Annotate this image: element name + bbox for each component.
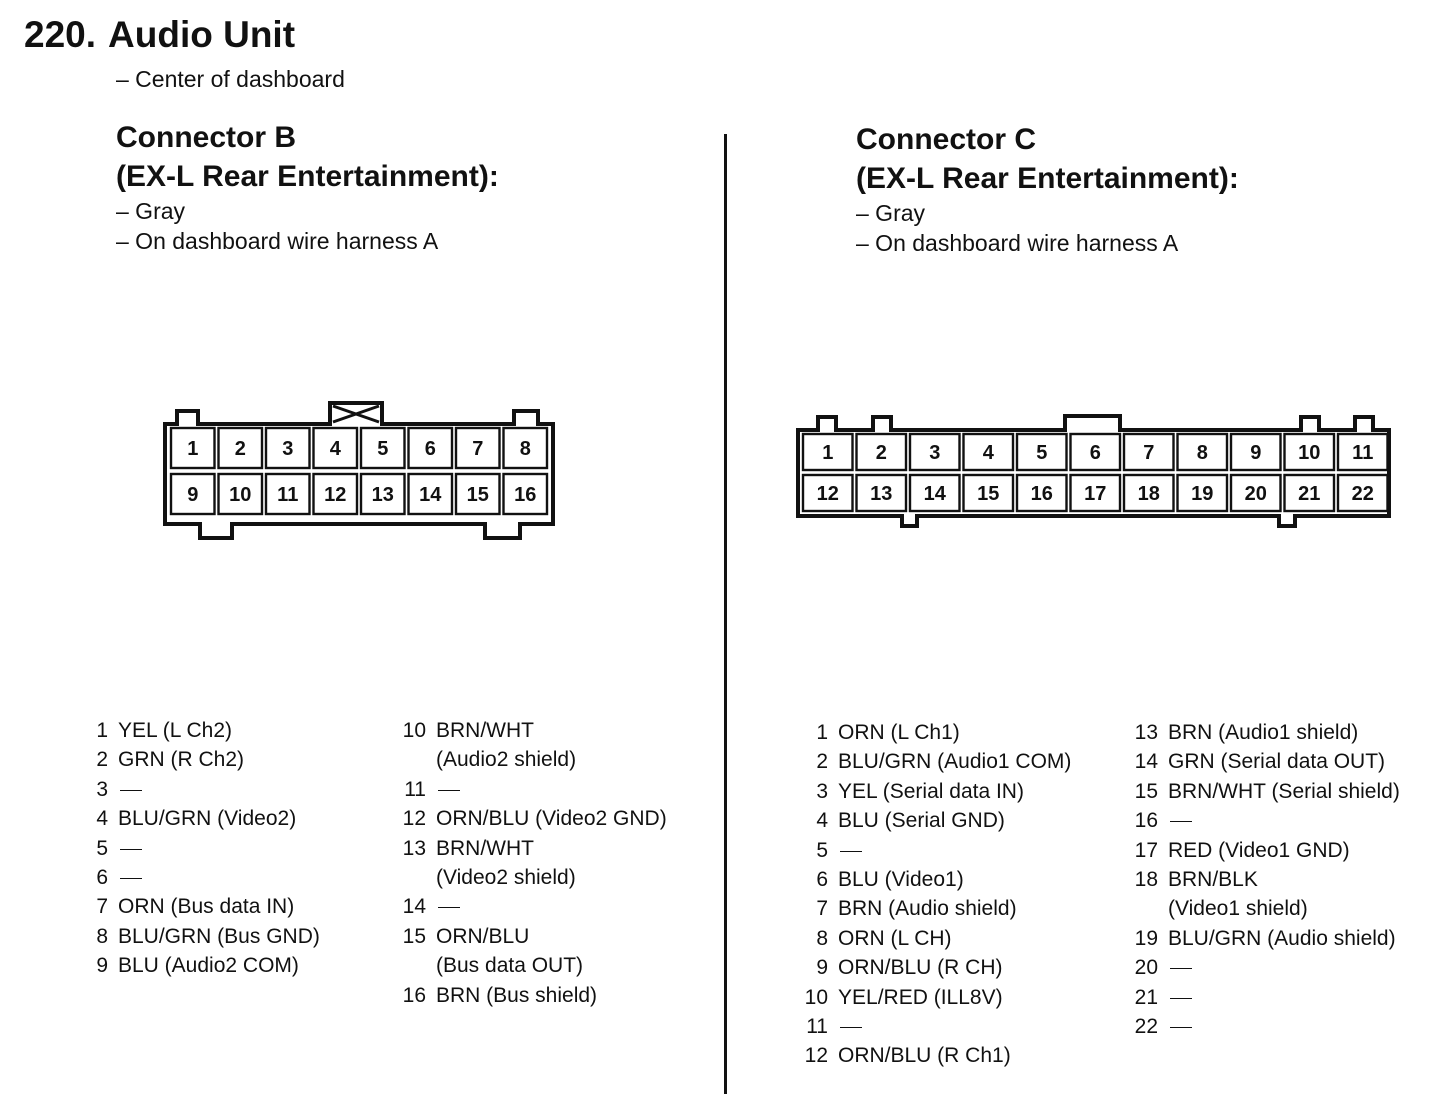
pin-number: 9 (816, 956, 828, 980)
pin-number: 5 (816, 838, 828, 862)
pin-number-label: 11 (1352, 442, 1374, 464)
pin-description (118, 804, 296, 833)
pin-description (1168, 924, 1396, 953)
pin-wire: BLU/GRN (Bus GND) (118, 924, 320, 948)
unused-pin-dash (120, 849, 142, 850)
pin-number-label: 9 (1250, 442, 1262, 464)
pin-list-item (84, 804, 320, 833)
pin-list-item (804, 718, 1071, 747)
pin-number-label: 1 (187, 438, 199, 460)
pin-list-item (84, 892, 320, 921)
pin-number-label: 2 (234, 438, 246, 460)
pin-function: (Video2 shield) (436, 866, 576, 890)
pin-wire: ORN (Bus data IN) (118, 895, 295, 919)
pin-list-item (804, 924, 1071, 953)
unused-pin-dash (1170, 998, 1192, 999)
pin-function: (Audio2 shield) (436, 748, 577, 772)
pin-description (838, 1041, 1011, 1070)
pin-description (118, 834, 142, 863)
pin-wire: GRN (R Ch2) (118, 748, 245, 772)
pin-description (436, 892, 460, 921)
unused-pin-dash (120, 790, 142, 791)
pin-description (838, 777, 1024, 806)
pin-number-label: 17 (1084, 483, 1107, 505)
pin-description (436, 834, 576, 893)
unused-pin-dash (438, 907, 460, 908)
pin-wire: BRN (Audio shield) (838, 897, 1017, 921)
pin-list-item (84, 951, 320, 980)
pin-number: 21 (1134, 985, 1158, 1009)
pin-number: 2 (96, 748, 108, 772)
pin-number-label: 6 (1089, 442, 1101, 464)
pin-number: 17 (1134, 838, 1158, 862)
connector-c-color: – Gray (856, 200, 926, 226)
pin-number: 16 (402, 983, 426, 1007)
connector-c-diagram (795, 412, 1395, 532)
pin-number: 2 (816, 750, 828, 774)
pin-wire: ORN/BLU (436, 924, 530, 948)
pin-number-label: 11 (277, 484, 299, 506)
pin-number-label: 15 (977, 483, 1000, 505)
pin-number: 8 (816, 926, 828, 950)
pin-function: (Bus data OUT) (436, 954, 584, 978)
pin-wire: ORN/BLU (R Ch1) (838, 1044, 1011, 1068)
pin-number-label: 20 (1244, 483, 1267, 505)
pin-description (1168, 953, 1192, 982)
connector-b-pinlist-right (402, 716, 667, 1010)
pin-number: 22 (1134, 1015, 1158, 1039)
pin-wire: BRN/WHT (436, 836, 534, 860)
pin-description (118, 863, 142, 892)
pin-wire: BRN (Audio1 shield) (1168, 721, 1359, 744)
pin-list-item (804, 806, 1071, 835)
pin-description (838, 806, 1005, 835)
pin-wire: BRN/BLK (1168, 868, 1258, 892)
pin-description (838, 924, 952, 953)
connector-b-harness: – On dashboard wire harness A (116, 228, 439, 254)
pin-number: 12 (402, 807, 426, 831)
pin-number: 6 (96, 866, 108, 890)
unused-pin-dash (1170, 968, 1192, 969)
pin-list-item (84, 922, 320, 951)
pin-number: 4 (96, 807, 108, 831)
pin-list-item (804, 836, 1071, 865)
pin-list-item (1134, 806, 1400, 835)
pin-list-item (402, 804, 667, 833)
pin-number: 15 (402, 924, 426, 948)
pin-number-label: 10 (229, 484, 252, 506)
pin-wire: RED (Video1 GND) (1168, 838, 1350, 862)
pin-number: 5 (96, 836, 108, 860)
pin-list-item (804, 747, 1071, 776)
pin-list-item (804, 1012, 1071, 1041)
pin-list-item (1134, 983, 1400, 1012)
pin-description (1168, 747, 1385, 776)
unused-pin-dash (1170, 1027, 1192, 1028)
connector-c-header (856, 120, 1239, 258)
pin-list-item (84, 775, 320, 804)
pin-description (838, 747, 1071, 776)
pin-number: 13 (402, 836, 426, 860)
pin-description (436, 716, 576, 775)
pin-number: 3 (816, 779, 828, 803)
pin-description (838, 1012, 862, 1041)
pin-number: 3 (96, 777, 108, 801)
pin-description (1168, 1012, 1192, 1041)
pin-description (838, 718, 960, 747)
pin-description (838, 894, 1017, 923)
pin-number-label: 21 (1298, 483, 1321, 505)
connector-b-color: – Gray (116, 198, 186, 224)
pin-number: 9 (96, 954, 108, 978)
pin-description (1168, 865, 1308, 924)
pin-description (1168, 777, 1400, 806)
connector-c-subtitle: (EX-L Rear Entertainment): (856, 162, 1239, 195)
pin-number-label: 12 (816, 483, 839, 505)
pin-list-item (402, 775, 667, 804)
pin-number: 20 (1134, 956, 1158, 980)
pin-number-label: 22 (1351, 483, 1374, 505)
pin-number-label: 13 (371, 484, 394, 506)
pin-number-label: 18 (1137, 483, 1160, 505)
pin-number-label: 3 (929, 442, 941, 464)
pin-number: 13 (1134, 721, 1158, 744)
pin-list-item (402, 922, 667, 981)
pin-number-label: 9 (187, 484, 199, 506)
pin-number: 10 (804, 985, 828, 1009)
pin-number: 14 (1134, 750, 1158, 774)
pin-list-item (84, 834, 320, 863)
pin-wire: ORN (L CH) (838, 926, 952, 950)
pin-number: 15 (1134, 779, 1158, 803)
pin-list-item (804, 865, 1071, 894)
pin-wire: GRN (Serial data OUT) (1168, 750, 1386, 774)
pin-list-item (1134, 1012, 1400, 1041)
pin-number-label: 19 (1191, 483, 1214, 505)
pin-wire: BLU/GRN (Video2) (118, 807, 297, 831)
pin-number: 19 (1134, 926, 1158, 950)
pin-list-item (804, 777, 1071, 806)
pin-list-item (1134, 865, 1400, 924)
section-title: Audio Unit (108, 14, 296, 55)
pin-list-item (402, 834, 667, 893)
connector-b-outline (165, 403, 553, 538)
pin-list-item (1134, 953, 1400, 982)
pin-wire: BLU/GRN (Audio1 COM) (838, 750, 1072, 774)
pin-number: 12 (804, 1044, 828, 1068)
pin-number: 11 (806, 1015, 828, 1039)
pin-wire: BLU (Serial GND) (838, 809, 1005, 833)
column-divider (724, 134, 727, 1094)
connector-c-pinlist-left (804, 718, 1071, 1071)
pin-number-label: 16 (514, 484, 537, 506)
pin-list-item (402, 892, 667, 921)
pin-description (838, 836, 862, 865)
pin-description (436, 981, 597, 1010)
pin-list-item (804, 983, 1071, 1012)
pin-wire: BRN/WHT (Serial shield) (1168, 779, 1400, 803)
pin-wire: ORN/BLU (R CH) (838, 956, 1003, 980)
pin-number: 1 (96, 719, 108, 742)
pin-list-item (1134, 718, 1400, 747)
pin-description (1168, 806, 1192, 835)
pin-list-item (1134, 924, 1400, 953)
unused-pin-dash (840, 1027, 862, 1028)
pin-number-label: 8 (519, 438, 531, 460)
pin-wire: BLU (Video1) (838, 868, 964, 892)
connector-b-header (116, 118, 499, 256)
pin-number-label: 5 (1036, 442, 1048, 464)
pin-description (436, 804, 667, 833)
pin-list-item (84, 716, 320, 745)
pin-description (838, 865, 964, 894)
pin-description (1168, 983, 1192, 1012)
pin-description (118, 775, 142, 804)
pin-wire: ORN (L Ch1) (838, 721, 960, 744)
pin-number-label: 7 (472, 438, 484, 460)
unused-pin-dash (120, 878, 142, 879)
pin-number-label: 1 (822, 442, 834, 464)
pin-description (118, 892, 294, 921)
pin-description (436, 775, 460, 804)
pin-description (1168, 718, 1358, 747)
pin-number-label: 16 (1030, 483, 1053, 505)
pin-number: 18 (1134, 868, 1158, 892)
pin-description (838, 983, 1003, 1012)
pin-list-item (84, 863, 320, 892)
pin-number: 6 (816, 868, 828, 892)
pin-description (118, 922, 320, 951)
connector-b-diagram (160, 398, 560, 546)
section-number: 220. (24, 14, 97, 55)
pin-number-label: 5 (377, 438, 389, 460)
pin-description (838, 953, 1003, 982)
pin-number: 8 (96, 924, 108, 948)
pin-list-item (1134, 777, 1400, 806)
pin-list-item (804, 894, 1071, 923)
pin-number: 16 (1134, 809, 1158, 833)
pin-number-label: 15 (466, 484, 489, 506)
pin-number-label: 14 (923, 483, 946, 505)
pin-number: 10 (402, 719, 426, 742)
pin-list-item (1134, 747, 1400, 776)
connector-b-title: Connector B (116, 121, 296, 154)
pin-wire: BLU/GRN (Audio shield) (1168, 926, 1396, 950)
pin-number: 7 (96, 895, 108, 919)
pin-number: 1 (816, 721, 828, 744)
pin-number-label: 3 (282, 438, 294, 460)
page-title (24, 14, 295, 56)
connector-c-pinlist-right (1134, 718, 1400, 1041)
pin-number: 14 (402, 895, 426, 919)
pin-wire: BRN (Bus shield) (436, 983, 598, 1007)
pin-number-label: 12 (324, 484, 347, 506)
pin-number: 11 (404, 777, 426, 801)
pin-wire: ORN/BLU (Video2 GND) (436, 807, 667, 831)
pin-number-label: 7 (1143, 442, 1155, 464)
pin-description (118, 716, 232, 745)
pin-wire: BLU (Audio2 COM) (118, 954, 299, 978)
pin-number-label: 6 (424, 438, 436, 460)
pin-description (1168, 836, 1350, 865)
pin-list-item (402, 716, 667, 775)
pin-number-label: 8 (1196, 442, 1208, 464)
pin-list-item (402, 981, 667, 1010)
pin-list-item (84, 745, 320, 774)
pin-list-item (804, 1041, 1071, 1070)
unused-pin-dash (438, 790, 460, 791)
pin-number-label: 2 (875, 442, 887, 464)
pin-number-label: 4 (982, 442, 994, 464)
component-location: – Center of dashboard (116, 66, 345, 92)
pin-function: (Video1 shield) (1168, 897, 1308, 921)
pin-number-label: 10 (1298, 442, 1321, 464)
pin-wire: YEL/RED (ILL8V) (838, 985, 1003, 1009)
pin-number: 4 (816, 809, 828, 833)
pin-description (118, 951, 299, 980)
pin-wire: YEL (L Ch2) (118, 719, 232, 742)
pin-number-label: 13 (870, 483, 893, 505)
connector-b-subtitle: (EX-L Rear Entertainment): (116, 160, 499, 193)
connector-b-pinlist-left (84, 716, 320, 981)
connector-c-harness: – On dashboard wire harness A (856, 230, 1179, 256)
pin-list-item (1134, 836, 1400, 865)
pin-number: 7 (816, 897, 828, 921)
pin-description (436, 922, 583, 981)
pin-wire: BRN/WHT (436, 719, 534, 742)
pin-description (118, 745, 244, 774)
pin-list-item (804, 953, 1071, 982)
unused-pin-dash (1170, 821, 1192, 822)
pin-number-label: 14 (419, 484, 442, 506)
unused-pin-dash (840, 851, 862, 852)
pin-number-label: 4 (329, 438, 341, 460)
pin-wire: YEL (Serial data IN) (838, 779, 1024, 803)
connector-c-title: Connector C (856, 123, 1036, 156)
